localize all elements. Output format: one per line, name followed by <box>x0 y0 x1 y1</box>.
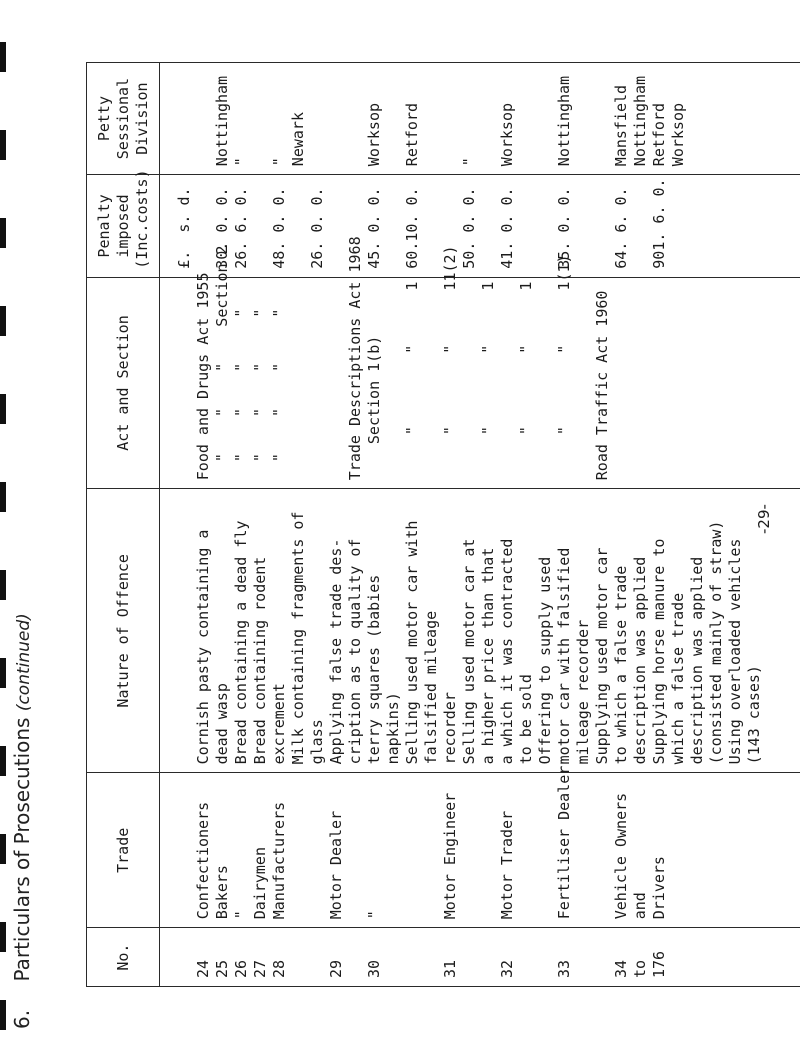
cell-line: Milk containing fragments of <box>289 511 307 765</box>
cell-line: Nottingham <box>555 75 573 167</box>
cell-line: Fertiliser Dealer <box>555 765 573 920</box>
cell-line: cription as to quality of <box>346 538 364 765</box>
cell-line <box>574 183 593 269</box>
cell-line <box>346 71 365 166</box>
cell-line <box>422 936 441 978</box>
cell-line <box>593 71 612 166</box>
cell-line <box>422 71 441 166</box>
column-header-no: No. <box>87 928 160 987</box>
cell-line: " " " " <box>232 308 250 481</box>
cell-line: " " " " <box>251 308 269 481</box>
cell-line <box>574 936 593 978</box>
cell-line: Vehicle Owners <box>612 792 630 920</box>
cell-line: glass <box>308 719 326 765</box>
cell-line: Motor Engineer <box>441 792 459 920</box>
column-penalty <box>160 175 800 278</box>
cell-line: Newark <box>289 112 307 167</box>
cell-line: Worksop <box>669 102 687 167</box>
cell-line <box>308 71 327 166</box>
cell-line: " " 11(2) <box>441 245 459 481</box>
cell-line <box>498 286 517 481</box>
cell-line: Offering to supply used <box>536 556 554 765</box>
column-header-division: Petty Sessional Division <box>87 63 160 175</box>
cell-line: Bread containing a dead fly <box>232 520 250 765</box>
cell-line: 31 <box>441 959 459 978</box>
cell-line: terry squares (babies <box>365 574 383 765</box>
section-note: (continued) <box>14 613 34 712</box>
cell-line: " " " Section 2 <box>213 245 231 481</box>
cell-line: Supplying used motor car <box>593 547 611 765</box>
cell-line: Using overloaded vehicles <box>726 538 744 765</box>
cell-line: " " " " <box>270 308 288 481</box>
cell-line <box>593 936 612 978</box>
cell-line <box>175 936 194 978</box>
cell-line <box>441 71 460 166</box>
cell-line: 28 <box>270 959 288 978</box>
cell-line: " " 1 <box>479 281 497 481</box>
cell-line <box>460 781 479 919</box>
cell-line: Worksop <box>498 102 516 167</box>
cell-line <box>251 71 270 166</box>
section-number: 6. <box>10 1009 34 1029</box>
cell-line: Selling used motor car at <box>460 538 478 765</box>
cell-line <box>536 781 555 919</box>
cell-line: " <box>232 157 250 167</box>
cell-line <box>289 286 308 481</box>
cell-line <box>251 183 270 269</box>
column-offence <box>160 489 800 773</box>
cell-line: Bread containing rodent <box>251 556 269 765</box>
cell-line <box>308 286 327 481</box>
cell-line <box>175 286 194 481</box>
column-no <box>160 928 800 987</box>
cell-line: recorder <box>441 692 459 765</box>
cell-line <box>403 936 422 978</box>
cell-line: Nottingham <box>631 75 649 167</box>
cell-line: mileage recorder <box>574 619 592 765</box>
cell-line <box>479 71 498 166</box>
cell-line: Retford <box>403 102 421 167</box>
cell-line: 26. 0. 0. <box>308 187 326 269</box>
cell-line <box>194 183 213 269</box>
cell-line <box>384 781 403 919</box>
cell-line: 176 <box>650 950 668 978</box>
cell-line: 24 <box>194 959 212 978</box>
cell-line: " " 1 <box>517 281 535 481</box>
cell-line: description was applied <box>631 556 649 765</box>
cell-line <box>346 936 365 978</box>
cell-line <box>327 183 346 269</box>
cell-line: Bakers <box>213 865 231 920</box>
cell-line <box>422 781 441 919</box>
cell-line: Manufacturers <box>270 801 288 920</box>
cell-line: " " 1(1) <box>555 254 573 481</box>
cell-line: " <box>365 910 383 920</box>
cell-line <box>574 71 593 166</box>
cell-line: " <box>460 157 478 167</box>
cell-line <box>460 936 479 978</box>
cell-line: 25 <box>213 959 231 978</box>
cell-line: which a false trade <box>669 592 687 765</box>
page-number: -29- <box>755 504 773 534</box>
column-division <box>160 63 800 175</box>
cell-line: Supplying horse manure to <box>650 538 668 765</box>
cell-line: £. s. d. <box>175 187 193 269</box>
cell-line: Cornish pasty containing a <box>194 529 212 765</box>
cell-line: to be sold <box>517 674 535 765</box>
cell-line <box>308 936 327 978</box>
cell-line: 26 <box>232 959 250 978</box>
cell-line <box>289 781 308 919</box>
cell-line: excrement <box>270 683 288 765</box>
cell-line <box>517 936 536 978</box>
cell-line: Selling used motor car with <box>403 520 421 765</box>
cell-line: Motor Dealer <box>327 810 345 920</box>
cell-line <box>346 781 365 919</box>
cell-line: Nottingham <box>213 75 231 167</box>
section-heading <box>10 613 34 1029</box>
table-body-row <box>160 63 800 987</box>
cell-line: description was applied <box>688 556 706 765</box>
cell-line: 64. 6. 0. <box>612 187 630 269</box>
cell-line <box>631 183 650 269</box>
cell-line <box>384 71 403 166</box>
cell-line <box>308 781 327 919</box>
cell-line: (143 cases) <box>745 665 763 765</box>
cell-line <box>384 286 403 481</box>
cell-line: a higher price than that <box>479 547 497 765</box>
column-trade <box>160 765 800 928</box>
cell-line: falsified mileage <box>422 610 440 765</box>
cell-line <box>327 286 346 481</box>
cell-line: to <box>631 959 649 978</box>
cell-line: dead wasp <box>213 683 231 765</box>
cell-line: to which a false trade <box>612 565 630 765</box>
cell-line <box>384 183 403 269</box>
cell-line: 35. 0. 0. <box>555 187 573 269</box>
cell-line: " <box>232 910 250 920</box>
cell-line <box>574 781 593 919</box>
prosecutions-table <box>86 62 800 987</box>
cell-line: 26. 6. 0. <box>232 187 250 269</box>
cell-line: 48. 0. 0. <box>270 187 288 269</box>
cell-line: Retford <box>650 102 668 167</box>
cell-line <box>422 286 441 481</box>
cell-line <box>593 781 612 919</box>
cell-line <box>460 286 479 481</box>
cell-line: 33 <box>555 959 573 978</box>
cell-line: 34 <box>612 959 630 978</box>
cell-line: and <box>631 892 649 920</box>
cell-line <box>574 286 593 481</box>
cell-line <box>479 936 498 978</box>
cell-line: Food and Drugs Act 1955 <box>194 272 212 481</box>
cell-line <box>536 183 555 269</box>
cell-line: Applying false trade des- <box>327 538 345 765</box>
cell-line <box>175 497 194 764</box>
column-header-offence: Nature of Offence <box>87 489 160 773</box>
table-header-row <box>87 63 160 987</box>
cell-line <box>536 71 555 166</box>
cell-line: Trade Descriptions Act 1968 <box>346 236 364 481</box>
cell-line <box>403 781 422 919</box>
cell-line: 60.10. 0. <box>403 187 421 269</box>
cell-line <box>289 183 308 269</box>
cell-line: Confectioners <box>194 801 212 920</box>
cell-line <box>422 183 441 269</box>
cell-line <box>517 781 536 919</box>
cell-line: " " 1 <box>403 281 421 481</box>
cell-line: Road Traffic Act 1960 <box>593 290 611 481</box>
cell-line <box>517 183 536 269</box>
cell-line <box>593 183 612 269</box>
section-title: Particulars of Prosecutions <box>10 717 34 982</box>
cell-line: 32 <box>498 959 516 978</box>
cell-line: napkins) <box>384 692 402 765</box>
column-act <box>160 236 800 489</box>
cell-line: 50. 0. 0. <box>460 187 478 269</box>
cell-line: Mansfield <box>612 84 630 167</box>
cell-line: 29 <box>327 959 345 978</box>
column-header-act: Act and Section <box>87 277 160 489</box>
cell-line <box>327 71 346 166</box>
cell-line <box>384 936 403 978</box>
cell-line: Drivers <box>650 856 668 920</box>
cell-line: Dairymen <box>251 847 269 920</box>
column-header-trade: Trade <box>87 773 160 928</box>
cell-line: Worksop <box>365 102 383 167</box>
column-header-penalty: Penalty imposed (Inc.costs) <box>87 175 160 278</box>
cell-line <box>536 936 555 978</box>
cell-line: 30 <box>365 959 383 978</box>
cell-line: Section 1(b) <box>365 335 383 481</box>
cell-line <box>175 71 194 166</box>
cell-line: 41. 0. 0. <box>498 187 516 269</box>
cell-line <box>536 286 555 481</box>
cell-line: 30. 0. 0. <box>213 187 231 269</box>
cell-line: 27 <box>251 959 269 978</box>
cell-line <box>175 781 194 919</box>
cell-line: (consisted mainly of straw) <box>707 520 725 765</box>
cell-line: 901. 6. 0. <box>650 178 668 269</box>
cell-line: " <box>270 157 288 167</box>
cell-line: 45. 0. 0. <box>365 187 383 269</box>
cell-line: Motor Trader <box>498 810 516 920</box>
cell-line <box>194 71 213 166</box>
cell-line: a which it was contracted <box>498 538 516 765</box>
cell-line: motor car with falsified <box>555 547 573 765</box>
cell-line <box>517 71 536 166</box>
cell-line <box>479 781 498 919</box>
cell-line <box>289 936 308 978</box>
cell-line <box>479 183 498 269</box>
